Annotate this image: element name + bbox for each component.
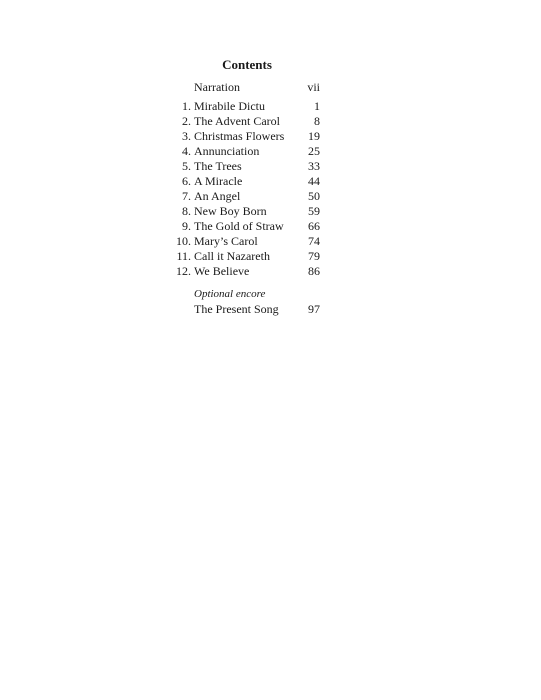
toc-entry-page: 50 xyxy=(308,189,320,203)
toc-entry-page: 8 xyxy=(314,114,320,128)
toc-entry-page: 66 xyxy=(308,219,320,233)
toc-entry-number: 3. xyxy=(182,129,191,143)
toc-entry-label: We Believe xyxy=(194,264,250,278)
toc-entry-number: 4. xyxy=(182,144,191,158)
toc-entry-page: vii xyxy=(307,80,320,94)
toc-entry-page: 1 xyxy=(314,99,320,113)
toc-entry-label: The Gold of Straw xyxy=(194,219,284,233)
toc-entry-label: The Advent Carol xyxy=(194,114,280,128)
contents-title: Contents xyxy=(222,57,272,72)
toc-entry-page: 86 xyxy=(308,264,320,278)
toc-entry-number: 11. xyxy=(176,249,191,263)
toc-entry-number: 9. xyxy=(182,219,191,233)
encore-heading: Optional encore xyxy=(194,288,266,300)
toc-entry-number: 6. xyxy=(182,174,191,188)
toc-entry-number: 12. xyxy=(176,264,191,278)
toc-entry-page: 97 xyxy=(308,302,320,316)
toc-entry-page: 79 xyxy=(308,249,320,263)
toc-entry-number: 10. xyxy=(176,234,191,248)
toc-entry-label: The Present Song xyxy=(194,302,279,316)
toc-entry-label: New Boy Born xyxy=(194,204,267,218)
toc-entry-label: Mary’s Carol xyxy=(194,234,258,248)
toc-entry-page: 59 xyxy=(308,204,320,218)
toc-entry-number: 8. xyxy=(182,204,191,218)
toc-entry-label: Annunciation xyxy=(194,144,260,158)
toc-entry-number: 2. xyxy=(182,114,191,128)
toc-entry-page: 44 xyxy=(308,174,320,188)
toc-entry-number: 7. xyxy=(182,189,191,203)
toc-entry-page: 19 xyxy=(308,129,320,143)
toc-entry-label: Mirabile Dictu xyxy=(194,99,265,113)
toc-entry-page: 33 xyxy=(308,159,320,173)
toc-entry-label: The Trees xyxy=(194,159,242,173)
toc-entry-page: 25 xyxy=(308,144,320,158)
toc-entry-label: Christmas Flowers xyxy=(194,129,285,143)
toc-entry-label: An Angel xyxy=(194,189,241,203)
toc-entry-label: A Miracle xyxy=(194,174,243,188)
toc-entry-label: Call it Nazareth xyxy=(194,249,270,263)
toc-entry-number: 5. xyxy=(182,159,191,173)
toc-entry-page: 74 xyxy=(308,234,320,248)
toc-entry-label: Narration xyxy=(194,80,240,94)
toc-entry-number: 1. xyxy=(182,99,191,113)
